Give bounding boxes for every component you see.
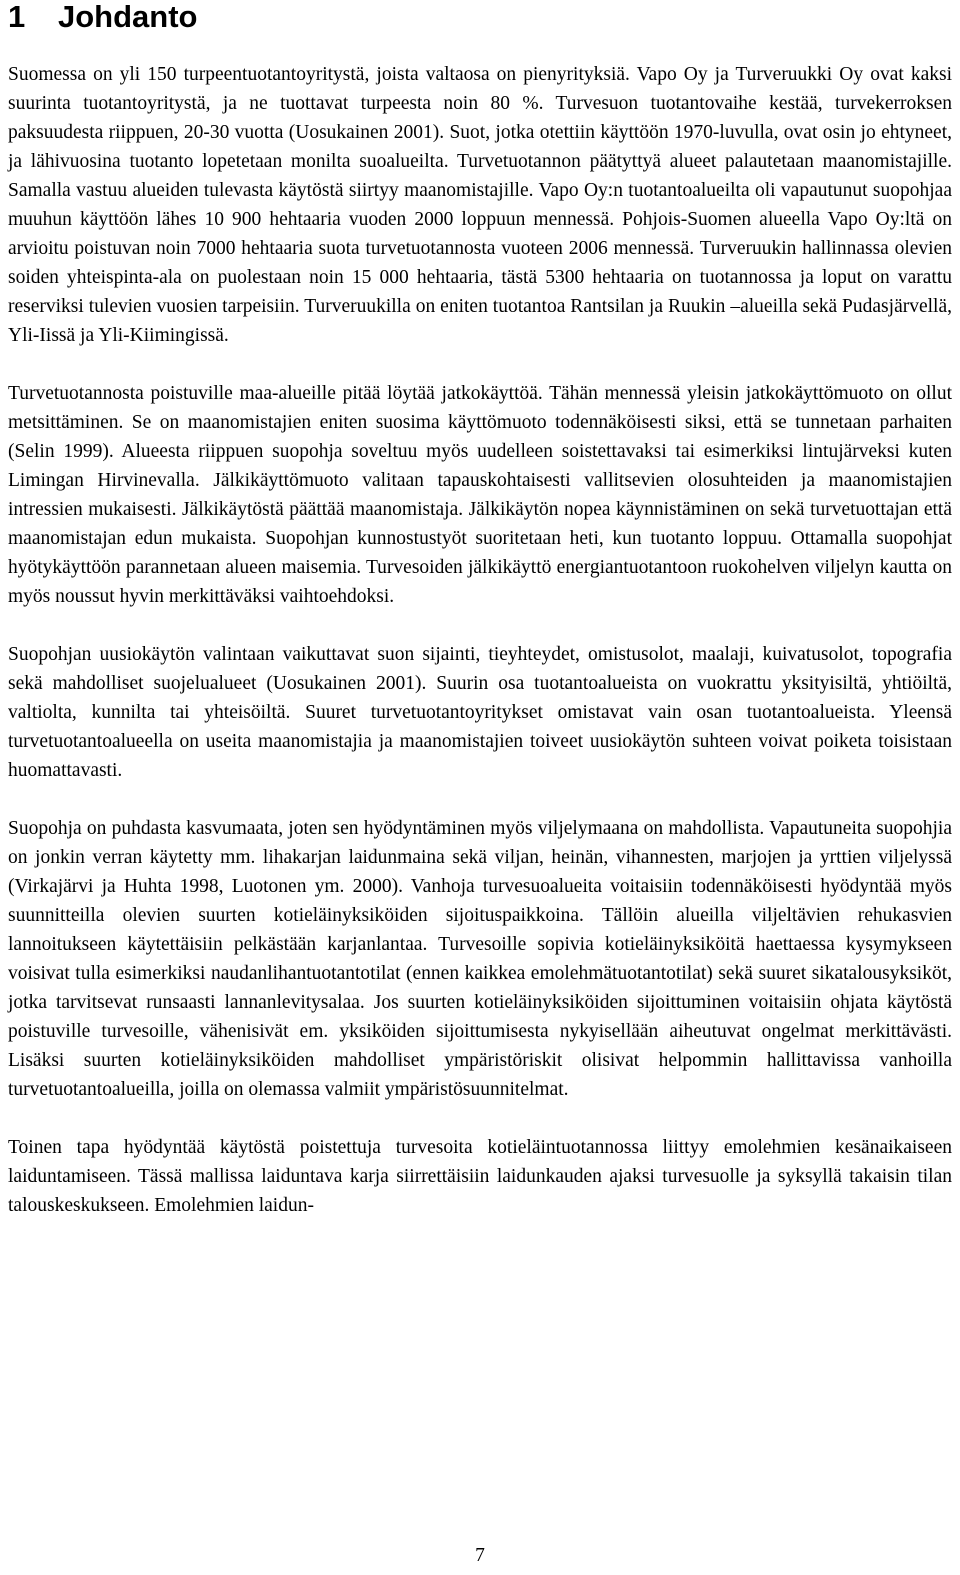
page-number: 7 xyxy=(475,1545,485,1566)
body-text xyxy=(8,60,952,1220)
paragraph-4: Suopohja on puhdasta kasvumaata, joten sen hyödyntäminen myös viljelymaana on mahdollista. Vapautuneita suopohjia on jonkin verran käytetty mm. lihakarjan laidunmaina sekä viljan, heinän, vihannesten, marjojen ja yrttien viljelyssä (Virkajärvi ja Huhta 1998, Luotonen ym. 2000). Vanhoja turvesuoalueita voitaisiin todennäköisesti hyödyntää myös suunnitteilla olevien suurten kotieläinyksiköiden sijoituspaikkoina. Tällöin alueilla viljeltävien rehukasvien lannoitukseen käytettäisiin pelkästään karjanlantaa. Turvesoille sopivia kotieläinyksiköitä haettaessa kysymykseen voisivat tulla esimerkiksi naudanlihantuotantotilat (ennen kaikkea emolehmätuotantotilat) sekä suuret sikatalousyksiköt, jotka tarvitsevat runsaasti lannanlevitysalaa. Jos suurten kotieläinyksiköiden sijoittuminen voitaisiin ohjata käytöstä poistuville turvesoille, vähenisivät em. yksiköiden sijoittumisesta nykyisellään aiheutuvat ongelmat merkittävästi. Lisäksi suurten kotieläinyksiköiden mahdolliset ympäristöriskit olisivat helpommin hallittavissa vanhoilla turvetuotantoalueilla, joilla on olemassa valmiit ympäristösuunnitelmat. xyxy=(8,818,952,1100)
paragraph-1: Suomessa on yli 150 turpeentuotantoyritystä, joista valtaosa on pienyrityksiä. Vapo Oy ja Turveruukki Oy ovat kaksi suurinta tuotantoyritystä, ja ne tuottavat turpeesta noin 80 %. Turvesuon tuotantovaihe kestää, turvekerroksen paksuudesta riippuen, 20-30 vuotta (Uosukainen 2001). Suot, jotka otettiin käyttöön 1970-luvulla, ovat osin jo ehtyneet, ja lähivuosina tuotanto lopetetaan monilta suoalueilta. Turvetuotannon päätyttyä alueet palautetaan maanomistajille. Samalla vastuu alueiden tulevasta käytöstä siirtyy maanomistajille. Vapo Oy:n tuotantoalueilta oli vapautunut suopohjaa muuhun käyttöön lähes 10 900 hehtaaria vuoden 2000 loppuun mennessä. Pohjois-Suomen alueella Vapo Oy:ltä on arvioitu poistuvan noin 7000 hehtaaria suota turvetuotannosta vuoteen 2006 mennessä. Turveruukin hallinnassa olevien soiden yhteispinta-ala on puolestaan noin 15 000 hehtaaria, tästä 5300 hehtaaria on tuotannossa ja loput on varattu reserviksi tulevien vuosien tarpeisiin. Turveruukilla on eniten tuotantoa Rantsilan ja Ruukin –alueilla sekä Pudasjärvellä, Yli-Iissä ja Yli-Kiimingissä. xyxy=(8,64,952,346)
chapter-number: 1 xyxy=(8,0,26,34)
paragraph-5: Toinen tapa hyödyntää käytöstä poistettuja turvesoita kotieläintuotannossa liittyy emolehmien kesänaikaiseen laiduntamiseen. Tässä mallissa laiduntava karja siirrettäisiin laidunkauden ajaksi turvesuolle ja syksyllä takaisin tilan talouskeskukseen. Emolehmien laidun- xyxy=(8,1137,952,1216)
chapter-heading xyxy=(8,0,952,38)
document-page xyxy=(8,0,952,1216)
paragraph-3: Suopohjan uusiokäytön valintaan vaikuttavat suon sijainti, tieyhteydet, omistusolot, maalaji, kuivatusolot, topografia sekä mahdolliset suojelualueet (Uosukainen 2001). Suurin osa tuotantoalueista on vuokrattu yksityisiltä, yhtiöiltä, valtiolta, kunnilta tai yhteisöiltä. Suuret turvetuotantoyritykset omistavat vain osan tuotantoalueista. Yleensä turvetuotantoalueella on useita maanomistajia ja maanomistajien toiveet uusiokäytön suhteen voivat poiketa toisistaan huomattavasti. xyxy=(8,644,952,781)
chapter-title: Johdanto xyxy=(58,0,198,34)
paragraph-2: Turvetuotannosta poistuville maa-alueille pitää löytää jatkokäyttöä. Tähän mennessä yleisin jatkokäyttömuoto on ollut metsittäminen. Se on maanomistajien eniten suosima käyttömuoto todennäköisesti siksi, että se tunnetaan parhaiten (Selin 1999). Alueesta riippuen suopohja soveltuu myös uudelleen soistettavaksi tai esimerkiksi lintujärveksi kuten Limingan Hirvinevalla. Jälkikäyttömuoto valitaan tapauskohtaisesti vallitsevien olosuhteiden ja maanomistajien intressien mukaisesti. Jälkikäytöstä päättää maanomistaja. Jälkikäytön nopea käynnistäminen on sekä turvetuottajan että maanomistajan edun mukaista. Suopohjan kunnostustyöt suoritetaan heti, kun tuotanto loppuu. Ottamalla suopohjat hyötykäyttöön parannetaan alueen maisemia. Turvesoiden jälkikäyttö energiantuotantoon ruokohelven viljelyn kautta on myös noussut hyvin merkittäväksi vaihtoehdoksi. xyxy=(8,383,952,607)
